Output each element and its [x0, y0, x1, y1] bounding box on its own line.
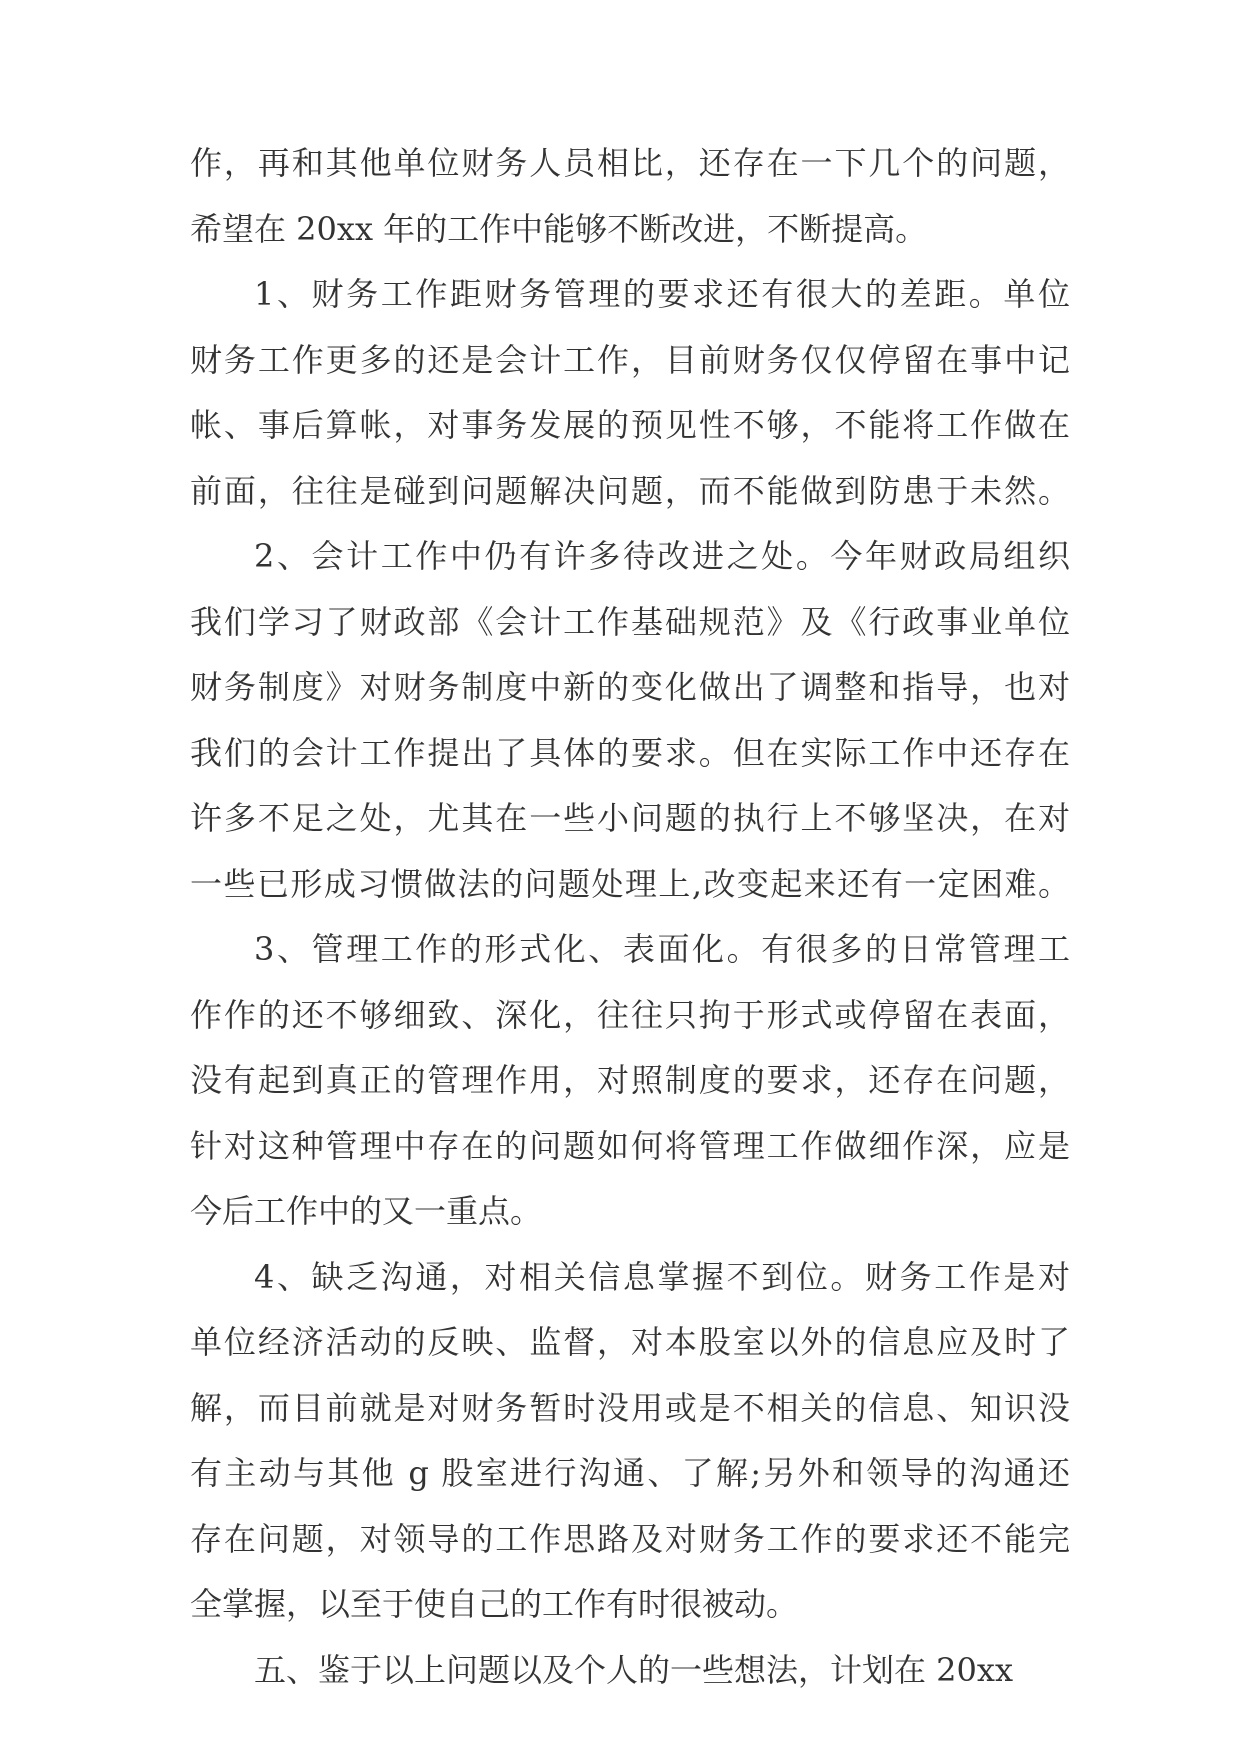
text-line: 我们的会计工作提出了具体的要求。但在实际工作中还存在: [190, 733, 1070, 772]
text-line: 全掌握，以至于使自己的工作有时很被动。: [190, 1585, 799, 1623]
text-line: 一些已形成习惯做法的问题处理上,改变起来还有一定困难。: [190, 864, 1070, 903]
text-line: 财务制度》对财务制度中新的变化做出了调整和指导，也对: [190, 668, 1070, 706]
paragraph-start-line: 五、鉴于以上问题以及个人的一些想法，计划在 20xx: [254, 1650, 1013, 1689]
text-line: 解，而目前就是对财务暂时没用或是不相关的信息、知识没: [190, 1388, 1070, 1427]
text-line: 帐、事后算帐，对事务发展的预见性不够，不能将工作做在: [190, 406, 1070, 444]
paragraph-start-line: 2、会计工作中仍有许多待改进之处。今年财政局组织: [254, 537, 1070, 575]
text-line: 没有起到真正的管理作用，对照制度的要求，还存在问题，: [190, 1061, 1070, 1099]
text-line: 财务工作更多的还是会计工作，目前财务仅仅停留在事中记: [190, 340, 1070, 379]
text-line: 单位经济活动的反映、监督，对本股室以外的信息应及时了: [190, 1323, 1070, 1361]
paragraph-start-line: 4、缺乏沟通，对相关信息掌握不到位。财务工作是对: [254, 1257, 1070, 1296]
text-line: 作作的还不够细致、深化，往往只拘于形式或停留在表面，: [190, 995, 1070, 1034]
paragraph-start-line: 3、管理工作的形式化、表面化。有很多的日常管理工: [254, 930, 1070, 968]
text-line: 我们学习了财政部《会计工作基础规范》及《行政事业单位: [190, 602, 1070, 641]
text-line: 存在问题，对领导的工作思路及对财务工作的要求还不能完: [190, 1519, 1070, 1558]
text-line: 针对这种管理中存在的问题如何将管理工作做细作深，应是: [190, 1126, 1070, 1165]
text-line: 作，再和其他单位财务人员相比，还存在一下几个的问题，: [190, 144, 1070, 182]
text-line: 许多不足之处，尤其在一些小问题的执行上不够坚决，在对: [190, 799, 1070, 837]
text-line: 前面，往往是碰到问题解决问题，而不能做到防患于未然。: [190, 471, 1070, 510]
text-line: 希望在 20xx 年的工作中能够不断改进，不断提高。: [190, 209, 928, 248]
text-line: 今后工作中的又一重点。: [190, 1192, 543, 1230]
paragraph-start-line: 1、财务工作距财务管理的要求还有很大的差距。单位: [254, 275, 1070, 313]
text-line: 有主动与其他 g 股室进行沟通、了解;另外和领导的沟通还: [190, 1454, 1070, 1492]
